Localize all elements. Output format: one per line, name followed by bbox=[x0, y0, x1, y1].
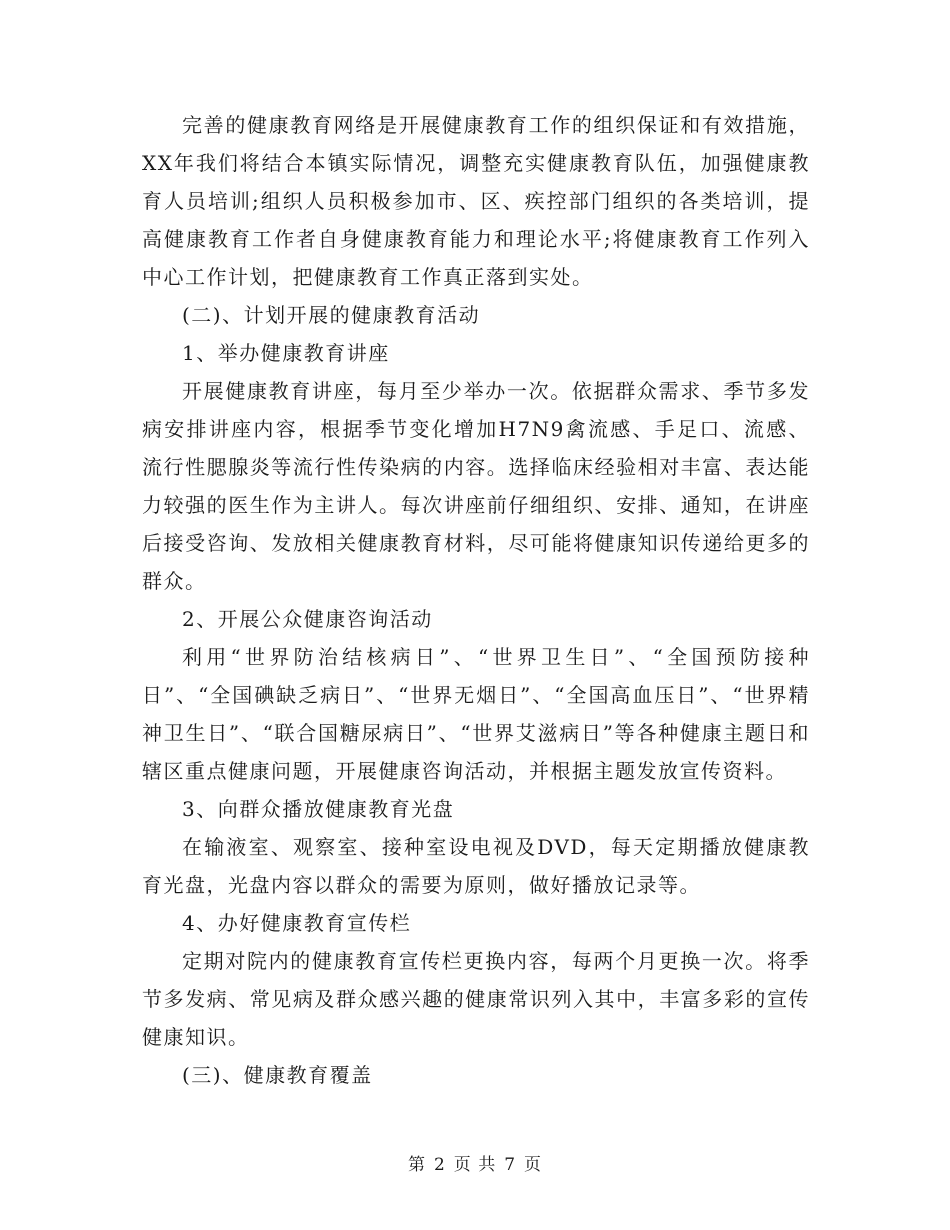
page-footer bbox=[0, 1150, 950, 1175]
subheading-consultation: 2、开展公众健康咨询活动 bbox=[182, 607, 433, 631]
footer-page-number: 2 bbox=[433, 1155, 446, 1175]
footer-middle: 页 共 bbox=[453, 1155, 497, 1175]
document-body bbox=[142, 106, 810, 1094]
paragraph-network: 完善的健康教育网络是开展健康教育工作的组织保证和有效措施，XX年我们将结合本镇实际情况，调整充实健康教育队伍，加强健康教育人员培训;组织人员积极参加市、区、疾控部门组织的各类培训，提高健康教育工作者自身健康教育能力和理论水平;将健康教育工作列入中心工作计划，把健康教育工作真正落到实处。 bbox=[142, 113, 810, 289]
footer-prefix: 第 bbox=[407, 1155, 426, 1175]
paragraph-dvd: 在输液室、观察室、接种室设电视及DVD，每天定期播放健康教育光盘，光盘内容以群众的需要为原则，做好播放记录等。 bbox=[142, 835, 810, 897]
subheading-lectures: 1、举办健康教育讲座 bbox=[182, 341, 390, 365]
paragraph-lectures: 开展健康教育讲座，每月至少举办一次。依据群众需求、季节多发病安排讲座内容，根据季节变化增加H7N9禽流感、手足口、流感、流行性腮腺炎等流行性传染病的内容。选择临床经验相对丰富、表达能力较强的医生作为主讲人。每次讲座前仔细组织、安排、通知，在讲座后接受咨询、发放相关健康教育材料，尽可能将健康知识传递给更多的群众。 bbox=[142, 379, 810, 593]
subheading-dvd: 3、向群众播放健康教育光盘 bbox=[182, 797, 455, 821]
paragraph-consultation: 利用“世界防治结核病日”、“世界卫生日”、“全国预防接种日”、“全国碘缺乏病日”、“世界无烟日”、“全国高血压日”、“世界精神卫生日”、“联合国糖尿病日”、“世界艾滋病日”等各种健康主题日和辖区重点健康问题，开展健康咨询活动，并根据主题发放宣传资料。 bbox=[142, 645, 810, 783]
heading-coverage: (三)、健康教育覆盖 bbox=[182, 1063, 373, 1087]
footer-total-pages: 7 bbox=[504, 1155, 517, 1175]
paragraph-bulletin-board: 定期对院内的健康教育宣传栏更换内容，每两个月更换一次。将季节多发病、常见病及群众感兴趣的健康常识列入其中，丰富多彩的宣传健康知识。 bbox=[142, 949, 810, 1049]
footer-suffix: 页 bbox=[524, 1155, 543, 1175]
subheading-bulletin-board: 4、办好健康教育宣传栏 bbox=[182, 911, 412, 935]
heading-planned-activities: (二)、计划开展的健康教育活动 bbox=[182, 303, 481, 327]
